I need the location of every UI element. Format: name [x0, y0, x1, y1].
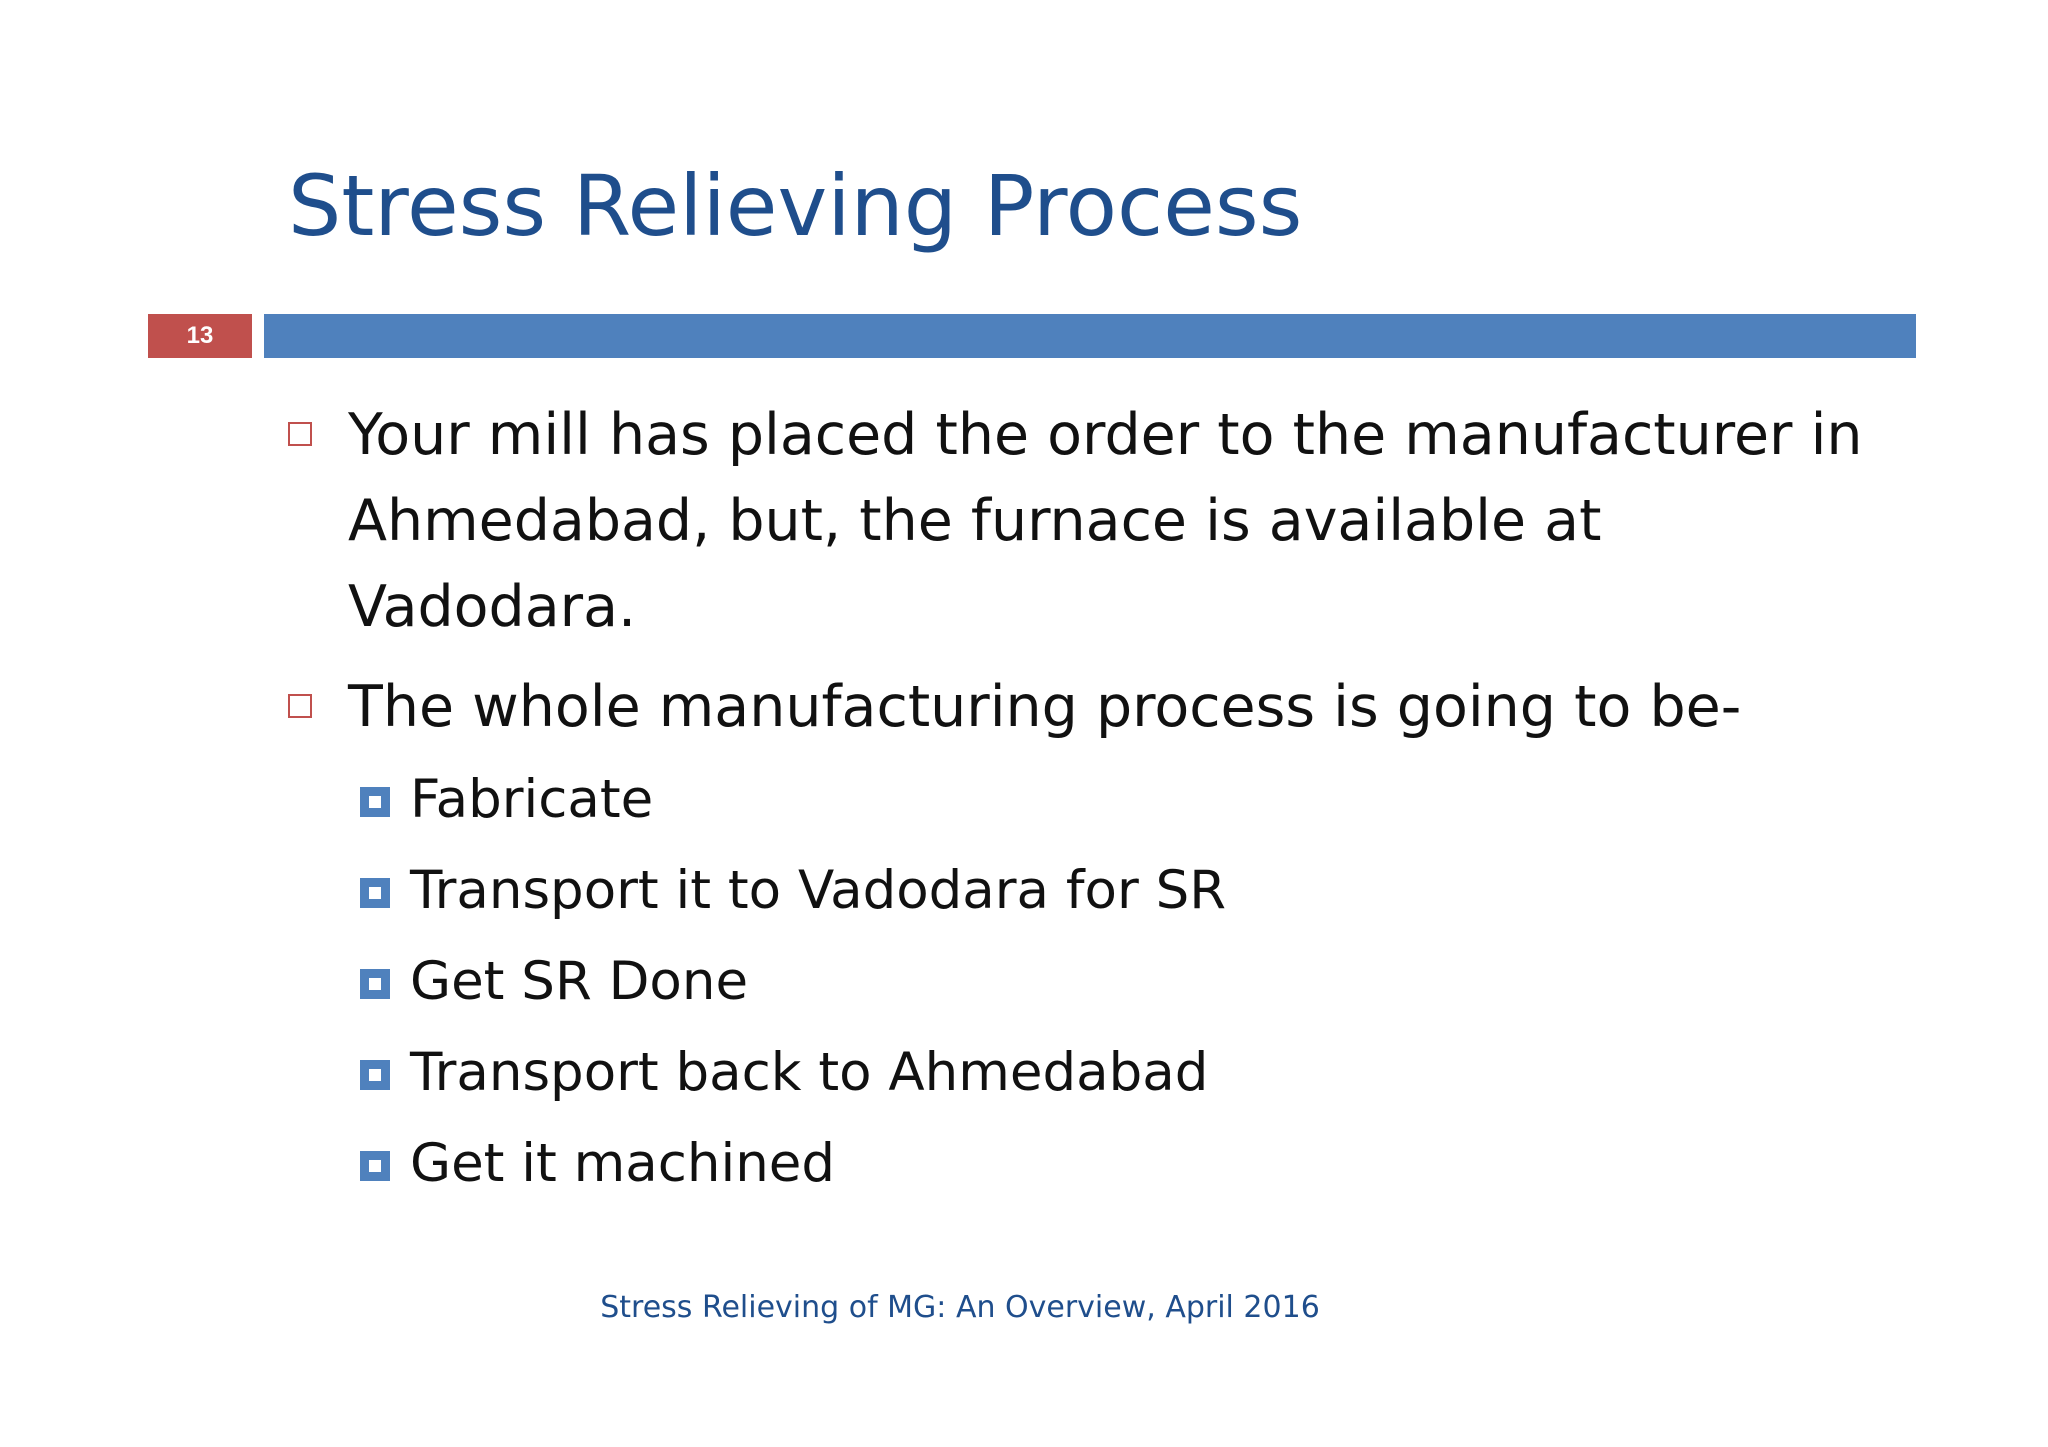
sub-bullet-item	[360, 845, 1888, 936]
hollow-square-bullet-icon	[288, 694, 312, 718]
bullet-text: Your mill has placed the order to the manufacturer in Ahmedabad, but, the furnace is available at Vadodara.	[348, 402, 1863, 640]
sub-bullet-text: Get it machined	[410, 1133, 836, 1194]
sub-bullet-list	[288, 754, 1888, 1209]
slide-footer: Stress Relieving of MG: An Overview, April 2016	[600, 1290, 1320, 1325]
slide-title: Stress Relieving Process	[288, 157, 1303, 255]
sub-bullet-text: Get SR Done	[410, 951, 749, 1012]
slide-number-badge: 13	[148, 314, 252, 358]
bullet-text: The whole manufacturing process is going to be-	[348, 674, 1742, 740]
title-divider-bar	[264, 314, 1916, 358]
filled-square-bullet-icon	[360, 1060, 390, 1090]
sub-bullet-text: Transport it to Vadodara for SR	[410, 860, 1227, 921]
bullet-item	[288, 392, 1888, 650]
filled-square-bullet-icon	[360, 1151, 390, 1181]
sub-bullet-item	[360, 1118, 1888, 1209]
filled-square-bullet-icon	[360, 787, 390, 817]
sub-bullet-item	[360, 1027, 1888, 1118]
sub-bullet-text: Fabricate	[410, 769, 654, 830]
sub-bullet-item	[360, 936, 1888, 1027]
slide-body	[288, 392, 1888, 1209]
hollow-square-bullet-icon	[288, 422, 312, 446]
sub-bullet-item	[360, 754, 1888, 845]
filled-square-bullet-icon	[360, 969, 390, 999]
sub-bullet-text: Transport back to Ahmedabad	[410, 1042, 1209, 1103]
filled-square-bullet-icon	[360, 878, 390, 908]
bullet-item	[288, 664, 1888, 750]
